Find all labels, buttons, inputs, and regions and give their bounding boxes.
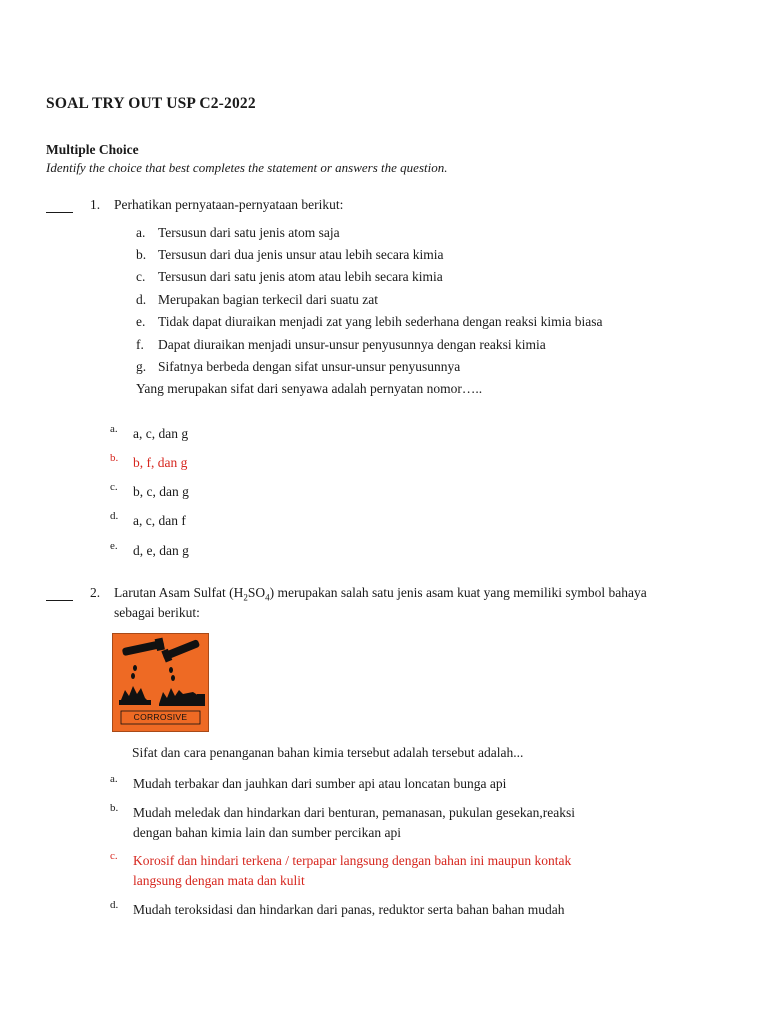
question-text: Perhatikan pernyataan-pernyataan berikut:: [114, 197, 344, 212]
section-instruction: Identify the choice that best completes the statement or answers the question.: [46, 160, 448, 175]
answer-choice[interactable]: e. d, e, dan g: [110, 540, 189, 558]
question-number: 2.: [90, 585, 101, 600]
document-title: SOAL TRY OUT USP C2-2022: [46, 95, 256, 112]
question-number: 1.: [90, 197, 101, 212]
answer-choice[interactable]: c. b, c, dan g: [110, 481, 189, 499]
statement-item: c. Tersusun dari satu jenis atom atau lebih secara kimia: [136, 269, 443, 284]
statement-item: f. Dapat diuraikan menjadi unsur-unsur penyusunnya dengan reaksi kimia: [136, 337, 546, 352]
sign-label: CORROSIVE: [133, 712, 188, 722]
section-heading: Multiple Choice: [46, 142, 139, 157]
question-prompt: Yang merupakan sifat dari senyawa adalah pernyatan nomor…..: [136, 381, 483, 396]
answer-choice[interactable]: d. a, c, dan f: [110, 510, 186, 528]
answer-choice-correct[interactable]: b. b, f, dan g: [110, 452, 188, 470]
answer-choice-correct[interactable]: c. Korosif dan hindari terkena / terpapar langsung dengan bahan ini maupun kontak langsung dengan mata dan kulit: [110, 850, 572, 888]
statement-item: e. Tidak dapat diuraikan menjadi zat yang lebih sederhana dengan reaksi kimia biasa: [136, 314, 603, 329]
answer-choice[interactable]: d. Mudah teroksidasi dan hindarkan dari panas, reduktor serta bahan bahan mudah: [110, 899, 565, 917]
answer-choice[interactable]: a. Mudah terbakar dan jauhkan dari sumber api atau loncatan bunga api: [110, 773, 507, 791]
answer-blank-q2[interactable]: [46, 600, 73, 601]
question-text-continued: sebagai berikut:: [114, 605, 200, 620]
answer-choice[interactable]: a. a, c, dan g: [110, 423, 189, 441]
corrosive-hazard-sign: [112, 633, 209, 732]
statement-item: g. Sifatnya berbeda dengan sifat unsur-unsur penyusunnya: [136, 359, 461, 374]
answer-choice[interactable]: b. Mudah meledak dan hindarkan dari benturan, pemanasan, pukulan gesekan,reaksi dengan bahan kimia lain dan sumber percikan api: [110, 802, 575, 840]
statement-item: a. Tersusun dari satu jenis atom saja: [136, 225, 340, 240]
question-text: Larutan Asam Sulfat $(H_2SO_4)$ merupakan salah satu jenis asam kuat yang memiliki symbol bahaya: [114, 585, 647, 603]
statement-item: d. Merupakan bagian terkecil dari suatu zat: [136, 292, 379, 307]
answer-blank-q1[interactable]: [46, 212, 73, 213]
statement-item: b. Tersusun dari dua jenis unsur atau lebih secara kimia: [136, 247, 444, 262]
question-prompt: Sifat dan cara penanganan bahan kimia tersebut adalah tersebut adalah...: [132, 745, 524, 760]
